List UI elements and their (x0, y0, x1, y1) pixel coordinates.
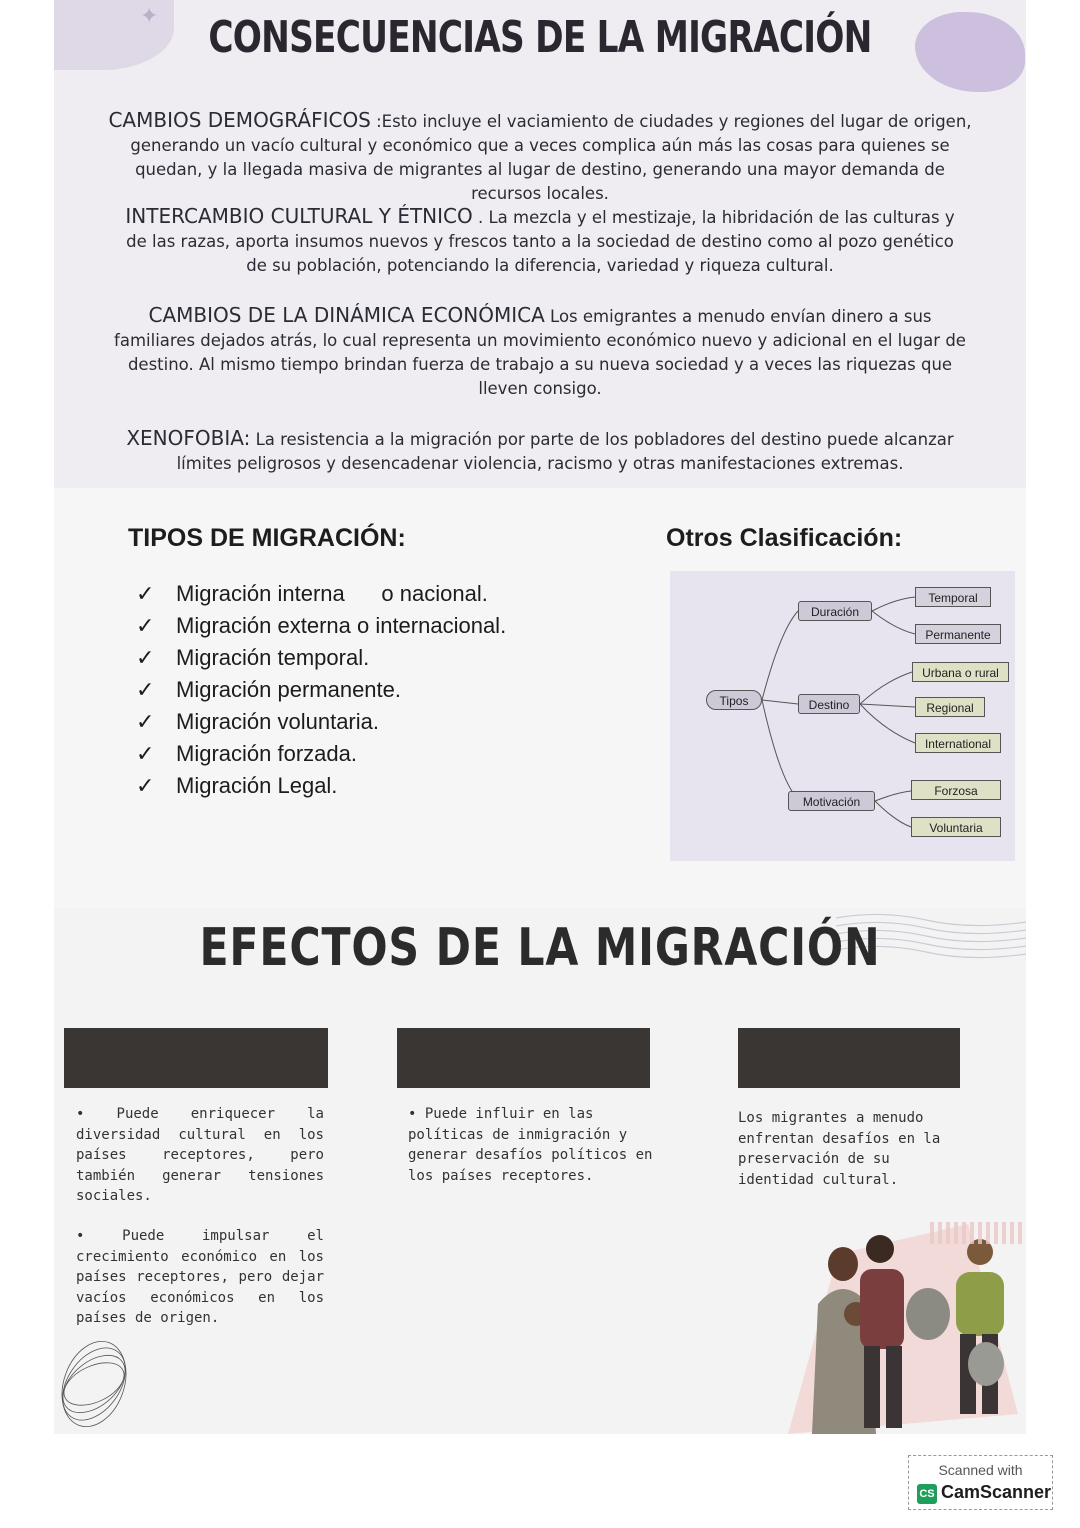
effect-cultural: • Puede enriquecer la diversidad cultural en los países receptores, pero también generar tensiones sociales. (76, 1106, 324, 1204)
text-line: :Esto incluye el vaciamiento de ciudades y regiones del lugar de origen, (376, 112, 972, 131)
list-item-label: Migración externa o internacional. (176, 613, 507, 638)
node-international: International (915, 733, 1001, 753)
text-line: lleven consigo. (478, 379, 602, 398)
text-line: de su población, potenciando la diferencia, variedad y riqueza cultural. (246, 256, 834, 275)
check-icon: ✓ (136, 773, 155, 798)
node-voluntary: Voluntaria (911, 817, 1001, 837)
text-line: La resistencia a la migración por parte de los pobladores del destino puede alcanzar (255, 430, 954, 449)
column-header-bar (397, 1028, 650, 1088)
heading-xenophobia: XENOFOBIA: (126, 426, 251, 450)
node-destination: Destino (798, 694, 860, 714)
types-heading: TIPOS DE MIGRACIÓN: (128, 524, 406, 552)
text-line: recursos locales. (471, 184, 609, 203)
check-icon: ✓ (136, 741, 155, 766)
text-line: Los emigrantes a menudo envían dinero a sus (550, 307, 932, 326)
check-icon: ✓ (136, 645, 155, 670)
paragraph-xenophobia (54, 426, 1026, 476)
node-permanent: Permanente (915, 624, 1001, 644)
heading-cultural: INTERCAMBIO CULTURAL Y ÉTNICO (125, 204, 473, 228)
list-item-label: Migración interna o nacional. (176, 581, 488, 606)
classification-diagram (670, 571, 1015, 861)
node-root: Tipos (706, 690, 762, 710)
list-item (136, 610, 556, 642)
other-classification-heading: Otros Clasificación: (666, 524, 903, 552)
text-line: quedan, y la llegada masiva de migrantes al lugar de destino, generando una mayor demanda de (135, 160, 945, 179)
list-item-label: Migración Legal. (176, 773, 338, 798)
sparkle-icon: ✦ (140, 4, 159, 29)
check-icon: ✓ (136, 677, 155, 702)
camscanner-logo-icon: CS (917, 1484, 937, 1504)
migrants-illustration (768, 1214, 1028, 1434)
text-line: generando un vacío cultural y económico que a veces complica aún más las cosas para quienes se (130, 136, 950, 155)
list-item (136, 642, 556, 674)
check-icon: ✓ (136, 581, 155, 606)
effect-economic: • Puede impulsar el crecimiento económico en los países receptores, pero dejar vacíos económicos en los países de origen. (76, 1228, 324, 1326)
text-line: límites peligrosos y desencadenar violencia, racismo y otras manifestaciones extremas. (176, 454, 904, 473)
text-line: destino. Al mismo tiempo brindan fuerza de trabajo a su nueva sociedad y a veces las riquezas que (127, 355, 953, 374)
list-item-label: Migración voluntaria. (176, 709, 379, 734)
list-item-label: Migración permanente. (176, 677, 402, 702)
check-icon: ✓ (136, 709, 155, 734)
paragraph-economic (54, 303, 1026, 401)
paragraph-cultural (54, 204, 1026, 278)
list-item-label: Migración forzada. (176, 741, 357, 766)
text-line: familiares dejados atrás, lo cual representa un movimiento económico nuevo y adicional en el lugar de (114, 331, 966, 350)
scanner-label: Scanned with (938, 1462, 1023, 1478)
list-item (136, 578, 556, 610)
list-item-label: Migración temporal. (176, 645, 370, 670)
effects-title: EFECTOS DE LA MIGRACIÓN (199, 918, 881, 978)
scanner-badge (908, 1455, 1053, 1510)
node-temporal: Temporal (915, 587, 991, 607)
page-title: CONSECUENCIAS DE LA MIGRACIÓN (208, 12, 872, 63)
node-forced: Forzosa (911, 780, 1001, 800)
list-item (136, 674, 556, 706)
list-item (136, 706, 556, 738)
column-header-bar (738, 1028, 960, 1088)
list-item (136, 770, 556, 802)
scanner-brand: CamScanner (941, 1482, 1052, 1502)
text-line: de las razas, aporta insumos nuevos y frescos tanto a la sociedad de destino como al pozo genético (126, 232, 954, 251)
heading-demographic: CAMBIOS DEMOGRÁFICOS (108, 108, 371, 132)
effect-identity: Los migrantes a menudo enfrentan desafíos en la preservación de su identidad cultural. (738, 1110, 941, 1188)
heading-economic: CAMBIOS DE LA DINÁMICA ECONÓMICA (148, 303, 545, 327)
column-header-bar (64, 1028, 328, 1088)
paragraph-demographic (54, 108, 1026, 206)
decorative-stripes (930, 1222, 1026, 1244)
list-item (136, 738, 556, 770)
node-regional: Regional (915, 697, 985, 717)
node-duration: Duración (798, 601, 872, 621)
effect-political: • Puede influir en las políticas de inmigración y generar desafíos políticos en los países receptores. (408, 1106, 653, 1184)
types-list (136, 578, 556, 802)
decorative-swirl (54, 1334, 134, 1434)
node-motivation: Motivación (788, 791, 875, 811)
text-line: . La mezcla y el mestizaje, la hibridación de las culturas y (477, 208, 955, 227)
check-icon: ✓ (136, 613, 155, 638)
node-urban-rural: Urbana o rural (912, 662, 1009, 682)
